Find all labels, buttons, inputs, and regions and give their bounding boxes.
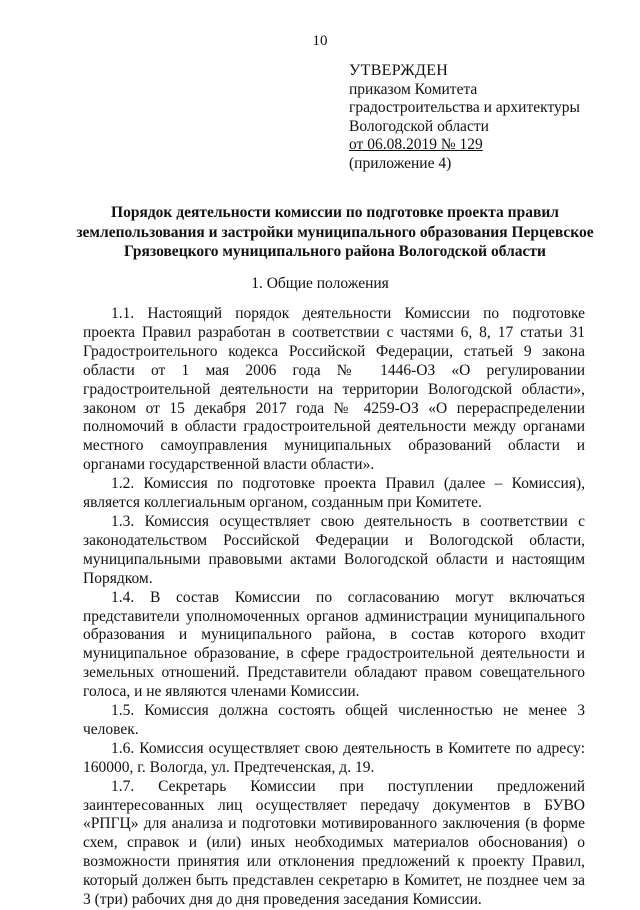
paragraph-1-2: 1.2. Комиссия по подготовке проекта Правил (далее – Комиссия), является коллегиальным органом, созданным при Комитете. [83,475,585,512]
approval-line-1: приказом Комитета [349,80,478,98]
approval-order-date: от 06.08.2019 № 129 [349,136,483,154]
paragraph-1-4: 1.4. В состав Комиссии по согласованию могут включаться представители уполномоченных органов администрации муниципального образования и муниципального района, в состав которого входит муниципальное образование, в сфере градостроительной деятельности и земельных отношений. Представители обладают правом совещательного голоса, и не являются членами Комиссии. [83,588,585,701]
paragraph-1-6: 1.6. Комиссия осуществляет свою деятельность в Комитете по адресу: 160000, г. Вологда, ул. Предтеченская, д. 19. [83,739,585,776]
approval-appendix-note: (приложение 4) [349,154,452,172]
section-heading: 1. Общие положения [251,275,389,292]
paragraph-1-3: 1.3. Комиссия осуществляет свою деятельность в соответствии с законодательством Российской Федерации и Вологодской области, муниципальными правовыми актами Вологодской области и настоящим Порядком. [83,512,585,587]
document-title: Порядок деятельности комиссии по подготовке проекта правил землепользования и застройки муниципального образования Перцевское Грязовецкого муниципального района Вологодской области [76,204,594,260]
paragraph-1-7: 1.7. Секретарь Комиссии при поступлении предложений заинтересованных лиц осуществляет передачу документов в БУВО «РПГЦ» для анализа и подготовки мотивированного заключения (в форме схем, справок и (или) иных необходимых материалов обоснования) о возможности принятия или отклонения предложений к проекту Правил, который должен быть представлен секретарю в Комитет, не позднее чем за 3 (три) рабочих дня до дня проведения заседания Комиссии. [83,777,585,909]
paragraph-1-5: 1.5. Комиссия должна состоять общей численностью не менее 3 человек. [83,702,585,738]
approval-line-2: градостроительства и архитектуры [349,99,580,117]
approval-stamp [349,62,580,174]
paragraph-1-1: 1.1. Настоящий порядок деятельности Комиссии по подготовке проекта Правил разработан в соответствии с частями 6, 8, 17 статьи 31 Градостроительного кодекса Российской Федерации, статьей 9 закона области от 1 мая 2006 года № 1446-ОЗ «О регулировании градостроительной деятельности на территории Вологодской области», законом от 15 декабря 2017 года № 4259-ОЗ «О перераспределении полномочий в области градостроительной деятельности между органами местного самоуправления муниципальных образований области и органами государственной власти области». [83,305,585,474]
document-body [83,305,585,910]
approval-line-3: Вологодской области [349,117,489,135]
page-number: 10 [312,33,328,49]
approval-title: УТВЕРЖДЕН [349,62,449,79]
